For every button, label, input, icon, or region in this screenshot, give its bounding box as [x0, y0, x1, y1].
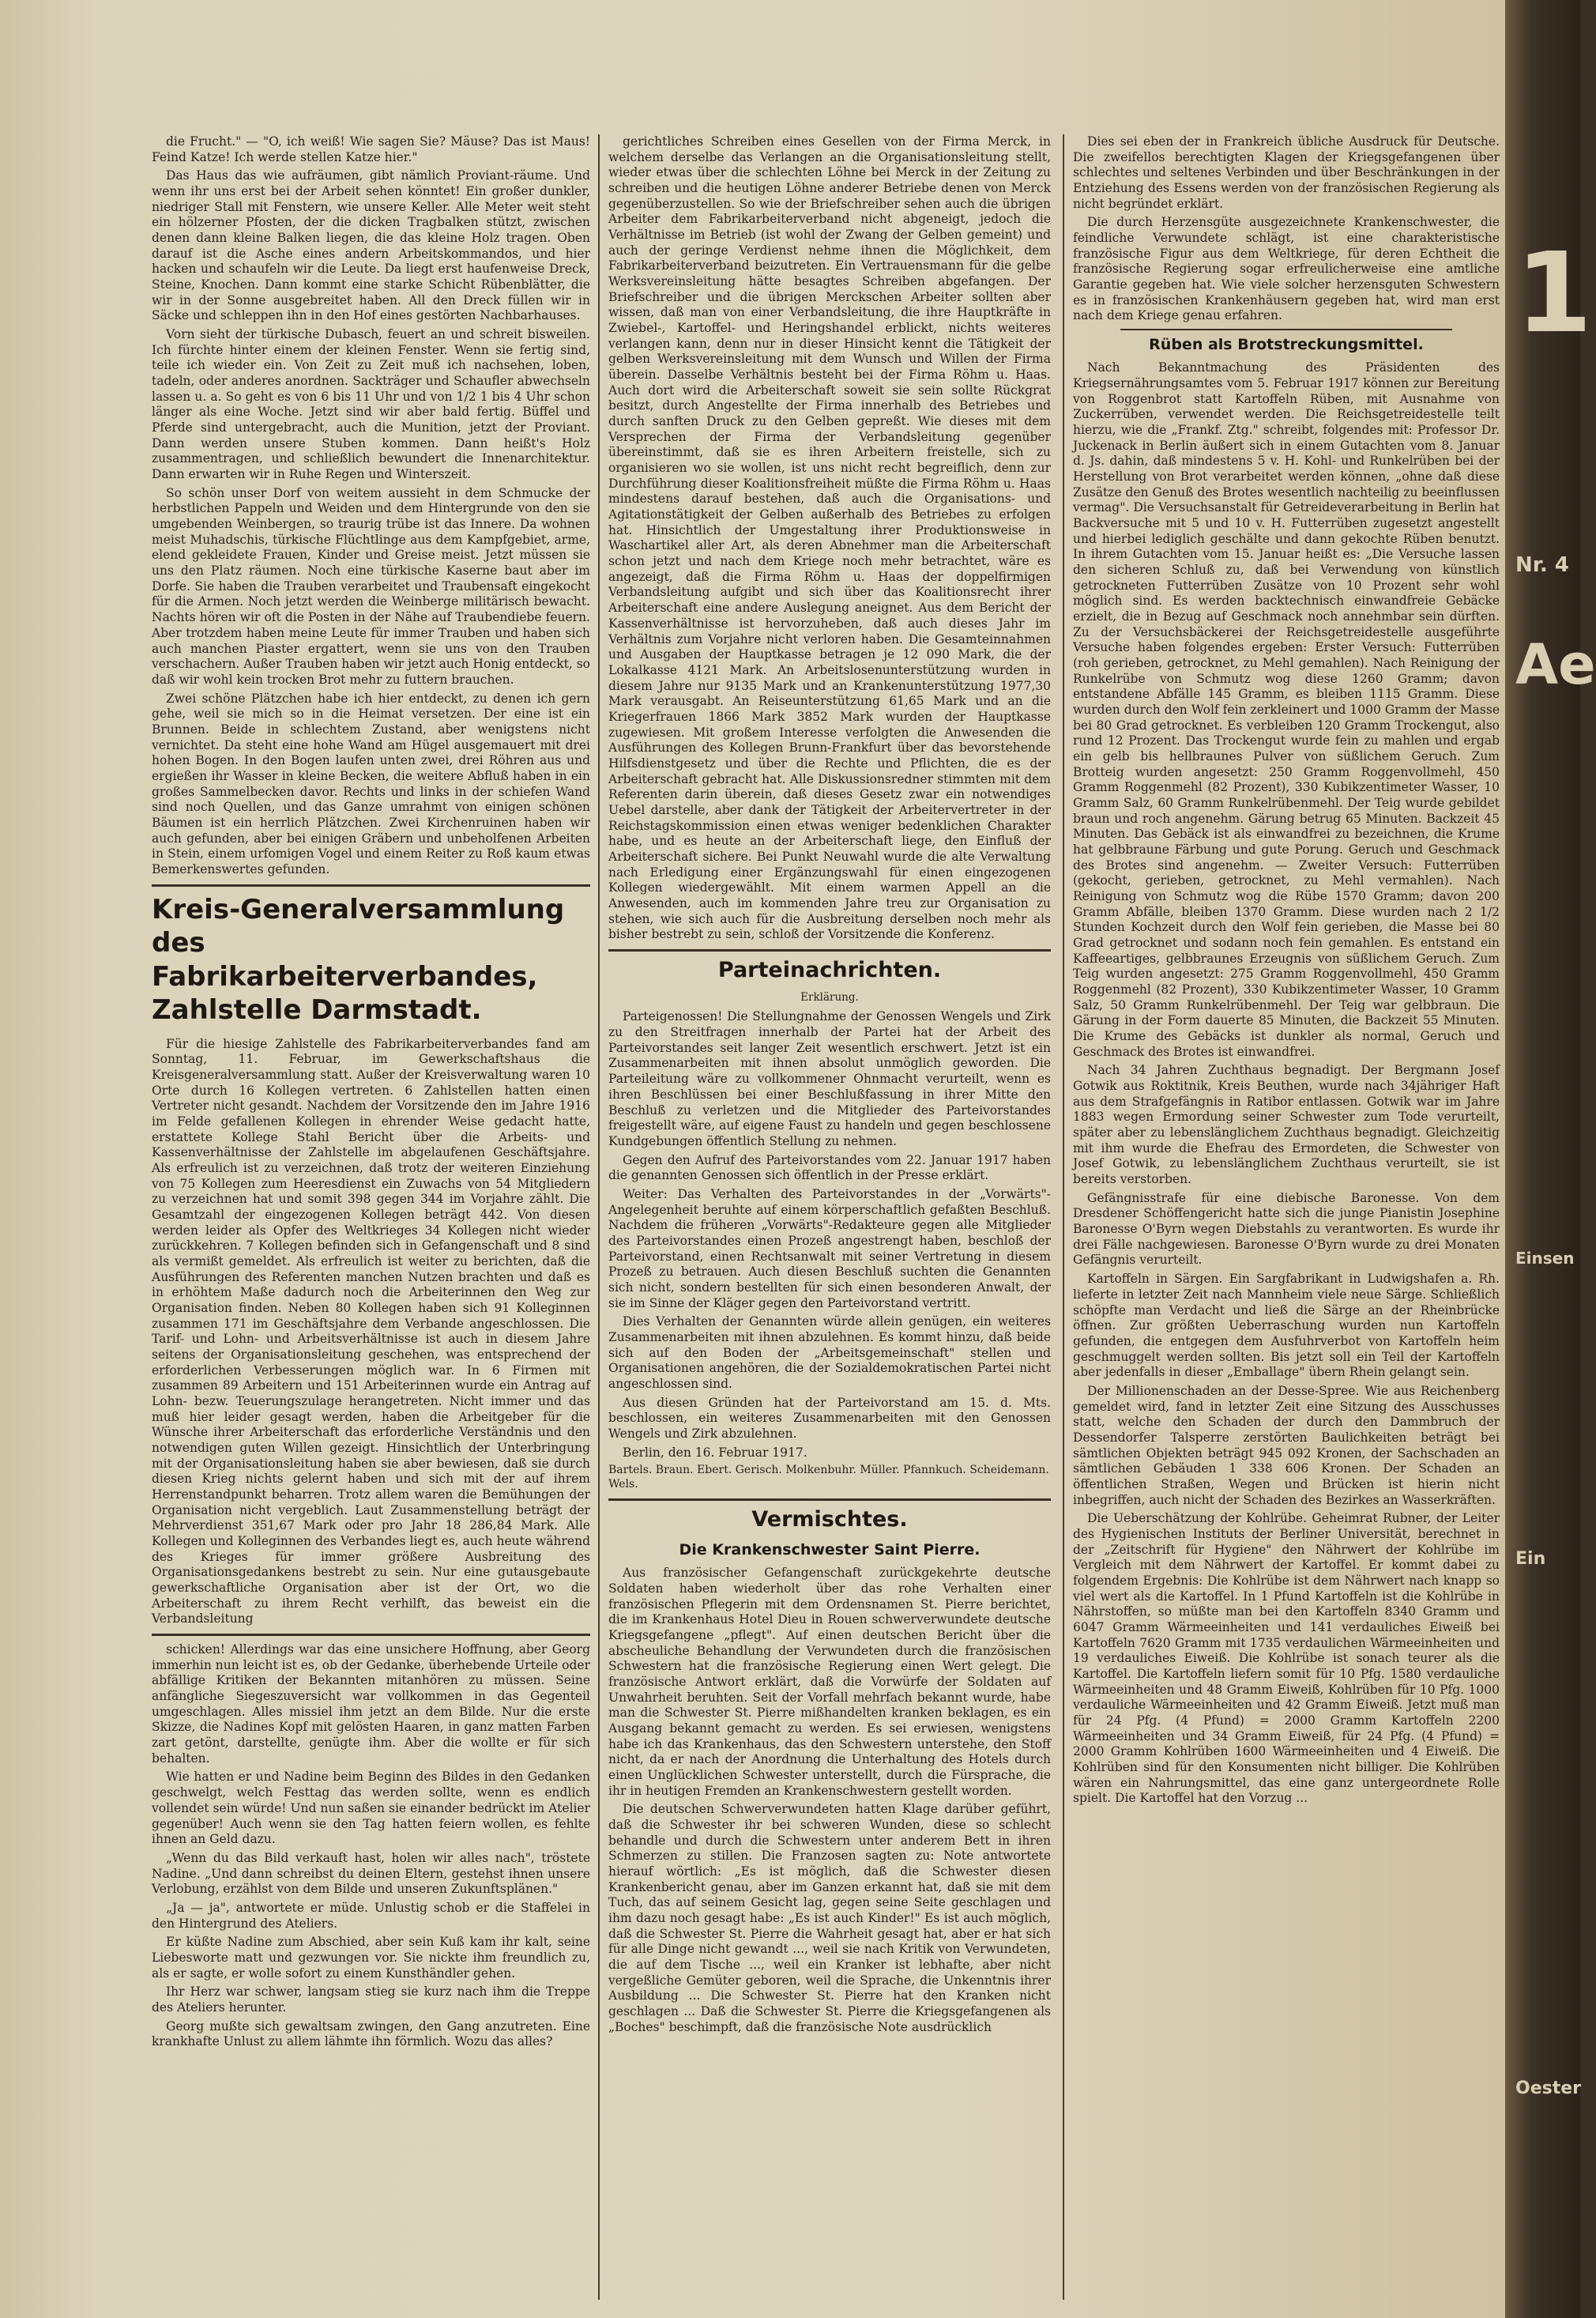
- next-page-fragment: Ein: [1515, 1549, 1546, 1569]
- paragraph: Das Haus das wie aufräumen, gibt nämlich Proviant-räume. Und wenn ihr uns erst bei der Arbeit sehen könntet! Ein großer dunkler, niedriger Stall mit Fenstern, wie unsere Keller. Alle Meter weit steht ein hölzerner Pfosten, der die dicken Tragbalken stützt, zwischen denen dann kleine Balken liegen, die das kleine Holz tragen. Oben darauf ist die Asche eines andern Arbeitskommandos, und hier hacken und schaufeln wir die Leute. Da liegt erst haufenweise Dreck, Steine, Knochen. Dann kommt eine starke Schicht Rübenblätter, die wir in der Sonne ausgebreitet haben. All den Dreck füllen wir in Säcke und schleppen ihn in den Hof eines gestörten Nachbarhauses.: [152, 168, 590, 323]
- paragraph: Er küßte Nadine zum Abschied, aber sein Kuß kam ihr kalt, seine Liebesworte matt und gezwungen vor. Sie nickte ihm freundlich zu, als er sagte, er wolle sofort zu einem Kunsthändler gehen.: [152, 1935, 590, 1981]
- subheadline-erklaerung: Erklärung.: [800, 991, 859, 1004]
- column-right: [1073, 134, 1500, 1810]
- next-page-fragment: Ae: [1515, 632, 1596, 697]
- paragraph: gerichtliches Schreiben eines Gesellen von der Firma Merck, in welchem derselbe das Verlangen an die Organisationsleitung stellt, wieder etwas über die schlechten Löhne bei Merck in der Zeitung zu schreiben und die heutigen Löhne anderer Betriebe denen von Merck gegenüberzustellen. So wie der Briefschreiber sehen auch die übrigen Arbeiter dem Fabrikarbeiterverband nicht abgeneigt, jedoch die Verhältnisse im Betrieb (ist wohl der Zwang der Gelben gemeint) und auch der geringe Verdienst nehme ihnen die Möglichkeit, dem Fabrikarbeiterverband beizutreten. Ein Vertrauensmann für die gelbe Werksvereinsleitung hätte besagtes Schreiben abgefangen. Der Briefschreiber und die übrigen Merckschen Arbeiter sollten aber wissen, daß man von einer Verbandsleitung, die ihre Hauptkräfte in Zwiebel-, Kartoffel- und Heringshandel erblickt, nichts weiteres verlangen kann, denn nur in dieser Hinsicht kennt die Tätigkeit der gelben Werksvereinsleitung mit dem Wunsch und Willen der Firma überein. Dasselbe Verhältnis besteht bei der Firma Röhm u. Haas. Auch dort wird die Arbeiterschaft soweit sie sein sollte Rückgrat besitzt, durch Angestellte der Firma innerhalb des Betriebes und durch sanften Druck zu den Gelben gepreßt. Wie dieses mit dem Versprechen der Firma der Verbandsleitung gegenüber übereinstimmt, daß sie es ihren Arbeitern freistelle, sich zu organisieren wo sie wollen, ist uns nicht recht begreiflich, denn zur Durchführung dieser Koalitionsfreiheit müßte die Firma Röhm u. Haas mindestens darauf bestehen, daß auch die Organisations- und Agitationstätigkeit der Gelben außerhalb des Betriebes zu erfolgen hat. Hinsichtlich der Umgestaltung ihrer Produktionsweise in Waschartikel aller Art, als deren Abnehmer man die Arbeiterschaft schon jetzt und nach dem Kriege noch mehr betrachtet, wäre es angezeigt, daß die Firma Röhm u. Haas der doppelfirmigen Verbandsleitung aufgibt und sich über das Koalitionsrecht ihrer Arbeiterschaft eine andere Auslegung aneignet. Aus dem Bericht der Kassenverhältnisse ist hervorzuheben, daß auch dieses Jahr im Verhältnis zum Vorjahre nicht verloren haben. Die Gesamteinnahmen und Ausgaben der Hauptkasse betragen je 12 090 Mark, die der Lokalkasse 4121 Mark. An Arbeitslosenunterstützung wurden in diesem Jahre nur 9135 Mark und an Krankenunterstützung 1977,30 Mark verausgabt. An Reiseunterstützung 61,65 Mark und an die Kriegerfrauen 1866 Mark 3852 Mark wurden der Hauptkasse zugewiesen. Mit großem Interesse verfolgten die Anwesenden die Ausführungen des Kollegen Brunn-Frankfurt über das bevorstehende Hilfsdienstgesetz und über die Rechte und Pflichten, die es der Arbeiterschaft gebracht hat. Alle Diskussionsredner stimmten mit dem Referenten darin überein, daß dieses Gesetz zwar ein notwendiges Uebel darstelle, aber dank der Tätigkeit der Arbeitervertreter in der Reichstagskommission einen etwas weniger bedenklichen Charakter habe, und es heute an der Arbeiterschaft liege, den Einfluß der Arbeiterschaft sichere. Bei Punkt Neuwahl wurde die alte Verwaltung nach Erledigung einer Ergänzungswahl für einen eingezogenen Kollegen wiedergewählt. Mit einem warmen Appell an die Anwesenden, auch im kommenden Jahre treu zur Organisation zu stehen, wie sich auch für die Ausbreitung derselben noch mehr als bisher bestrebt zu sein, schloß der Vorsitzende die Konferenz.: [608, 134, 1051, 942]
- paragraph: Parteigenossen! Die Stellungnahme der Genossen Wengels und Zirk zu den Streitfragen innerhalb der Partei hat der Arbeit des Parteivorstandes seit langer Zeit wesentlich erschwert. Jetzt ist ein Zusammenarbeiten mit ihnen absolut unmöglich geworden. Die Parteileitung wäre zu vollkommener Ohnmacht verurteilt, wenn es ihren Beschlüssen bei einer Beschlußfassung in ihrer Mitte den Beschluß zu verletzen und die Mitglieder des Parteivorstandes freigestellt wäre, auf eigene Faust zu handeln und gegen beschlossene Kundgebungen öffentlich Stellung zu nehmen.: [608, 1009, 1051, 1148]
- section-headline-vermischtes: Vermischtes.: [751, 1506, 908, 1532]
- section-headline-parteinachrichten: Parteinachrichten.: [717, 957, 942, 982]
- column-left: [152, 134, 590, 2053]
- section-divider: [1120, 329, 1452, 330]
- paragraph: „Ja — ja", antwortete er müde. Unlustig schob er die Staffelei in den Hintergrund des Ateliers.: [152, 1900, 590, 1931]
- paragraph: Die durch Herzensgüte ausgezeichnete Krankenschwester, die feindliche Verwundete schlägt, ist eine charakteristische französische Figur aus dem Weltkriege, für deren Echtheit die französische Regierung sogar erfreulicherweise eine amtliche Garantie gegeben hat. Wie viele solcher herzensguten Schwestern es in französischen Krankenhäusern gegeben hat, wird man erst nach dem Kriege genau erfahren.: [1073, 215, 1500, 323]
- paragraph: Aus diesen Gründen hat der Parteivorstand am 15. d. Mts. beschlossen, ein weiteres Zusammenarbeiten mit den Genossen Wengels und Zirk abzulehnen.: [608, 1395, 1051, 1441]
- signatures: Bartels. Braun. Ebert. Gerisch. Molkenbuhr. Müller. Pfannkuch. Scheidemann. Wels.: [608, 1464, 1049, 1491]
- paragraph: Kartoffeln in Särgen. Ein Sargfabrikant in Ludwigshafen a. Rh. lieferte in letzter Zeit nach Mannheim viele neue Särge. Schließlich schöpfte man Verdacht und ließ die Särge an der Rheinbrücke öffnen. Zur größten Ueberraschung wurden nun Kartoffeln gefunden, die entgegen dem Ausfuhrverbot von Kartoffeln heim geschmuggelt werden sollten. Bis jetzt soll ein Teil der Kartoffeln aber jedenfalls in dieser „Emballage" übern Rhein gelangt sein.: [1073, 1272, 1500, 1380]
- paragraph: die Frucht." — "O, ich weiß! Wie sagen Sie? Mäuse? Das ist Maus! Feind Katze! Ich werde stellen Katze hier.": [152, 134, 590, 164]
- next-page-fragment: 1: [1515, 229, 1593, 358]
- next-page-fragment: Oester: [1515, 2079, 1582, 2098]
- dateline: Berlin, den 16. Februar 1917.: [623, 1445, 807, 1460]
- paragraph: schicken! Allerdings war das eine unsichere Hoffnung, aber Georg immerhin nun leicht ist es, ob der Gedanke, überhebende Urteile oder abfällige Kritiken der Bekannten mitanhören zu müssen. Seine anfängliche Siegeszuversicht war vollkommen in das Gegenteil umgeschlagen. Alles missiel ihm jetzt an dem Bilde. Nur die erste Skizze, die Nadines Kopf mit gelösten Haaren, in ganz matten Farben zart getönt, darstellte, genügte ihm. Aber die wollte er für sich behalten.: [152, 1642, 590, 1766]
- next-page-fragment: Einsen: [1515, 1249, 1575, 1268]
- paragraph: Vorn sieht der türkische Dubasch, feuert an und schreit bisweilen. Ich fürchte hinter einem der kleinen Fenster. Wenn sie fertig sind, teile ich wieder ein. Von Zeit zu Zeit muß ich nachsehen, loben, tadeln, oder anderes anordnen. Sackträger und Schaufler abwechseln lassen u. a. So geht es von 6 bis 11 Uhr und von 1/2 1 bis 4 Uhr schon länger als eine Woche. Jetzt sind wir aber bald fertig. Büffel und Pferde sind untergebracht, auch die Munition, jetzt der Proviant. Dann werden unsere Stuben kommen. Dann heißt's Holz zusammentragen, und schließlich bewundert die Innenarchitektur. Dann erwarten wir in Ruhe Regen und Winterszeit.: [152, 327, 590, 482]
- paragraph: Der Millionenschaden an der Desse-Spree. Wie aus Reichenberg gemeldet wird, fand in letzter Zeit eine Sitzung des Ausschusses statt, welche den Schaden der durch den Dammbruch der Dessendorfer Talsperre zerstörten Baulichkeiten beträgt bei sämtlichen Objekten beträgt 945 092 Kronen, der Sachschaden an sämtlichen Gebäuden 1 338 606 Kronen. Der Schaden an öffentlichen Straßen, Wegen und Brücken ist hierin nicht inbegriffen, auch nicht der Schaden des Bezirkes an Wasserkräften.: [1073, 1383, 1500, 1507]
- paragraph: Georg mußte sich gewaltsam zwingen, den Gang anzutreten. Eine krankhafte Unlust zu allem lähmte ihn förmlich. Wozu das alles?: [152, 2018, 590, 2049]
- paragraph: Wie hatten er und Nadine beim Beginn des Bildes in den Gedanken geschwelgt, welch Festtag das werden sollte, wenn es endlich vollendet sein würde! Und nun saßen sie einander bedrückt im Atelier gegenüber! Auch wenn sie den Tag hatten feiern wollen, es fehlte ihnen an Geld dazu.: [152, 1770, 590, 1847]
- paragraph: Gefängnisstrafe für eine diebische Baronesse. Von dem Dresdener Schöffengericht hatte sich die junge Pianistin Josephine Baronesse O'Byrn wegen Diebstahls zu verantworten. Es wurde ihr drei Fälle nachgewiesen. Baronesse O'Byrn wurde zu drei Monaten Gefängnis verurteilt.: [1073, 1190, 1500, 1268]
- column-rule: [1063, 134, 1064, 2300]
- paragraph: Gegen den Aufruf des Parteivorstandes vom 22. Januar 1917 haben die genannten Genossen sich öffentlich in der Presse erklärt.: [608, 1152, 1051, 1183]
- paragraph: „Wenn du das Bild verkauft hast, holen wir alles nach", tröstete Nadine. „Und dann schreibst du deinen Eltern, gestehst ihnen unsere Verlobung, erzählst von dem Bilde und unseren Zukunftsplänen.": [152, 1850, 590, 1897]
- paragraph: Für die hiesige Zahlstelle des Fabrikarbeiterverbandes fand am Sonntag, 11. Februar, im Gewerkschaftshaus die Kreisgeneralversammlung statt. Außer der Kreisverwaltung waren 10 Orte durch 16 Kollegen vertreten. 6 Zahlstellen hatten einen Vertreter nicht gesandt. Nachdem der Vorsitzende den im Jahre 1916 im Felde gefallenen Kollegen in ehrender Weise gedacht hatte, erstattete Kollege Stahl Bericht über die Arbeits- und Kassenverhältnisse der Zahlstelle im abgelaufenen Geschäftsjahre. Als erfreulich ist zu verzeichnen, daß trotz der weiteren Einziehung von 75 Kollegen zum Heeresdienst ein Zuwachs von 54 Mitgliedern zu verzeichnen hat und somit 398 gegen 344 im Vorjahre zählt. Die Gesamtzahl der eingezogenen Kollegen beträgt 442. Von diesen werden leider als Opfer des Weltkrieges 34 Kollegen nicht wieder zurückkehren. 7 Kollegen befinden sich in Gefangenschaft und 8 sind als vermißt gemeldet. Als erfreulich ist weiter zu berichten, daß die Ausführungen des Referenten manchen Nutzen brachten und daß es in erhöhtem Maße dadurch noch die Arbeiterinnen den Weg zur Organisation finden. Neben 80 Kollegen haben sich 91 Kolleginnen zusammen 171 im Geschäftsjahre dem Verbande angeschlossen. Die Tarif- und Lohn- und Arbeitsverhältnisse ist auch in diesem Jahre seitens der Organisationsleitung geschehen, was entsprechend der erforderlichen Verbesserungen möglich war. In 6 Firmen mit zusammen 89 Arbeitern und 151 Arbeiterinnen wurde ein Antrag auf Lohn- bezw. Teuerungszulage herangetreten. Nicht immer und das muß hier leider gesagt werden, haben die Arbeitgeber für die Wünsche ihrer Arbeiterschaft das erforderliche Verständnis und den notwendigen guten Willen gezeigt. Hinsichtlich der Unterbringung mit der Organisationsleitung haben sie aber bewiesen, daß sie durch diesen Krieg nichts gelernt haben und sich mit der auf ihrem Herrenstandpunkt beharren. Trotz allem waren die Bemühungen der Organisation nicht vergeblich. Laut Zusammenstellung beträgt der Mehrverdienst 351,67 Mark oder pro Jahr 18 286,84 Mark. Alle Kollegen und Kolleginnen des Verbandes liegt es, auch heute während des Krieges für immer größere Ausbreitung des Organisationsgedankens bestrebt zu sein. Nur eine gutausgebaute gewerkschaftliche Organisation aber ist der Ort, wo die Arbeiterschaft zu ihrem Recht verhilft, das beweist ein die Verbandsleitung: [152, 1036, 590, 1626]
- section-divider: [608, 949, 1051, 952]
- paragraph: Dies sei eben der in Frankreich übliche Ausdruck für Deutsche. Die zweifellos berechtigten Klagen der Kriegsgefangenen über schlechtes und seltenes Verbinden und über Beschränkungen in der Entziehung des Essens werden von der französischen Regierung als nicht begründet erklärt.: [1073, 134, 1500, 211]
- paragraph: Die deutschen Schwerverwundeten hatten Klage darüber geführt, daß die Schwester ihr bei schweren Wunden, diese so schlecht behandle und durch die Schwestern unter anderem Bett in ihren Schmerzen zu stillen. Die Franzosen sagten zu: Note antwortete hierauf wörtlich: „Es ist möglich, daß die Schwester diesen Krankenbericht genau, aber im Ganzen erkannt hat, daß sie mit dem Tuch, das auf seinem Gesicht lag, gegen seine Seite geschlagen und ihm dazu noch gesagt habe: „Es ist auch Kinder!" Es ist auch möglich, daß die Schwester St. Pierre die Wahrheit gesagt hat, aber er hat sich für alle Dinge nicht gewandt ..., weil sie nach Kritik von Verwundeten, die auf dem Tische ..., weil ein Kranker ist lebhafte, aber nicht vergeßliche Gemüter geboren, weil die Sprache, die Unkenntnis ihrer Ausbildung ... Die Schwester St. Pierre hat den Kranken nicht geschlagen ... Daß die Schwester St. Pierre die Kriegsgefangenen als „Boches" beschimpft, daß die französische Note ausdrücklich: [608, 1802, 1051, 2034]
- article-headline-rueben: Rüben als Brotstreckungsmittel.: [1149, 336, 1424, 354]
- section-divider: [152, 1634, 590, 1636]
- paragraph: So schön unser Dorf von weitem aussieht in dem Schmucke der herbstlichen Pappeln und Weiden und dem Hintergrunde von den sie umgebenden Weinbergen, so traurig trübe ist das Innere. Da wohnen meist Muhadschis, türkische Flüchtlinge aus dem Kampfgebiet, arme, elend gekleidete Frauen, Kinder und Greise meist. Jetzt müssen sie uns den Platz räumen. Noch eine türkische Kaserne baut aber im Dorfe. Sie haben die Trauben verarbeitet und Traubensaft eingekocht für die Armen. Noch jetzt werden die Weinberge militärisch bewacht. Nachts hören wir oft die Posten in der Nähe auf Traubendiebe feuern. Aber trotzdem haben meine Leute für immer Trauben und haben sich auch manchen Piaster ergattert, wenn sie uns von den Trauben verschachern. Außer Trauben haben wir jetzt auch Honig entdeckt, so daß wir wohl kein trocken Brot mehr zu futtern brauchen.: [152, 485, 590, 687]
- paragraph: Weiter: Das Verhalten des Parteivorstandes in der „Vorwärts"-Angelegenheit beruhte auf einem körperschaftlich gefaßten Beschluß. Nachdem die früheren „Vorwärts"-Redakteure gegen alle Mitglieder des Parteivorstandes einen Prozeß angestrengt haben, beschloß der Parteivorstand, einen Rechtsanwalt mit seiner Vertretung in diesem Prozeß zu betrauen. Auch diesen Beschluß suchten die Genannten sich nicht, sondern bestellten für sich einen besonderen Anwalt, der sie im Sinne der Kläger gegen den Parteivorstand vertritt.: [608, 1186, 1051, 1310]
- paragraph: Ihr Herz war schwer, langsam stieg sie kurz nach ihm die Treppe des Ateliers herunter.: [152, 1984, 590, 2015]
- section-divider: [608, 1498, 1051, 1501]
- paragraph: Die Ueberschätzung der Kohlrübe. Geheimrat Rubner, der Leiter des Hygienischen Instituts der Berliner Universität, berechnet in der „Zeitschrift für Hygiene" den Nährwert der Kohlrübe im Vergleich mit dem Nährwert der Kartoffel. Er kommt dabei zu folgendem Ergebnis: Die Kohlrübe ist dem Nährwert nach knapp so viel wert als die Kartoffel. In 1 Pfund Kartoffeln ist die Kohlrübe in Nährstoffen, so müßte man bei den Kartoffeln 8340 Gramm und 6047 Gramm Wärmeeinheiten und 141 verdauliches Eiweiß bei Kartoffeln 7620 Gramm mit 1735 verdaulichen Wärmeeinheiten und 19 verdauliches Eiweiß. Die Kohlrübe ist sonach teurer als die Kartoffel. Die Kartoffeln liefern somit für 10 Pfg. 1580 verdauliche Wärmeeinheiten und 48 Gramm Eiweiß, Kohlrüben für 10 Pfg. 1000 verdauliche Wärmeeinheiten und 42 Gramm Eiweiß. Jetzt muß man für 24 Pfg. (4 Pfund) = 2000 Gramm Kartoffeln 2200 Wärmeeinheiten und 34 Gramm Eiweiß, für 24 Pfg. (4 Pfund) = 2000 Gramm Kohlrüben 1600 Wärmeeinheiten und 4 Eiweiß. Die Kohlrüben sind für den Konsumenten nicht billiger. Die Kohlrüben wären ein Nahrungsmittel, das eine ganz untergeordnete Rolle spielt. Die Kartoffel hat den Vorzug ...: [1073, 1511, 1500, 1806]
- paragraph: Nach Bekanntmachung des Präsidenten des Kriegsernährungsamtes vom 5. Februar 1917 können zur Bereitung von Roggenbrot statt Kartoffeln Rüben, mit Ausnahme von Zuckerrüben, verwendet werden. Die Reichsgetreidestelle teilt hierzu, wie die „Frankf. Ztg." schreibt, folgendes mit: Professor Dr. Juckenack in Berlin äußert sich in einem Gutachten vom 8. Januar d. Js. dahin, daß mindestens 5 v. H. Kohl- und Runkelrüben bei der Herstellung von Brot verarbeitet werden können, „ohne daß diese Zusätze den Genuß des Brotes wesentlich nachteilig zu beeinflussen vermag". Die Versuchsanstalt für Getreideverarbeitung in Berlin hat Backversuche mit 5 und 10 v. H. Futterrüben zugesetzt angestellt und hierbei lediglich geschälte und dann gekochte Rüben benutzt. In ihrem Gutachten vom 15. Januar heißt es: „Die Versuche lassen den sicheren Schluß zu, daß bei Verwendung von künstlich getrockneten Futterrüben Zusätze von 10 Prozent sehr wohl möglich sind. Es werden backtechnisch einwandfreie Gebäcke erzielt, die in Bezug auf Geschmack noch annehmbar sein dürften. Zu der Versuchsbäckerei der Reichsgetreidestelle ausgeführte Versuche haben folgendes ergeben: Erster Versuch: Futterrüben (roh gerieben, getrocknet, zu Mehl gemahlen). Nach Reinigung der Runkelrübe von Schmutz wog diese 1260 Gramm; davon entstandene Abfälle 145 Gramm, es bleiben 1115 Gramm. Diese wurden durch den Wolf fein zerkleinert und 1000 Gramm der Masse bei 80 Grad getrocknet. Es verbleiben 120 Gramm Trockengut, also rund 12 Prozent. Das Trockengut wurde fein zu mahlen und ergab ein gelb bis hellbraunes Pulver von süßlichem Geruch. Zum Brotteig wurden angesetzt: 250 Gramm Roggenvollmehl, 450 Gramm Roggenmehl (82 Prozent), 330 Kubikzentimeter Wasser, 10 Gramm Salz, 60 Gramm Runkelrübenmehl. Der Teig wurde gebildet braun und roch angenehm. Gärung betrug 65 Minuten. Backzeit 45 Minuten. Das Gebäck ist als einwandfrei zu bezeichnen, die Krume hat gelbbraune Färbung und gute Porung. Geruch und Geschmack des Brotes sind angenehm. — Zweiter Versuch: Futterrüben (gekocht, gerieben, getrocknet, zu Mehl vermahlen). Nach Reinigung von Schmutz wog die Rübe 1570 Gramm; davon 200 Gramm Abfälle, bleiben 1370 Gramm. Diese wurden nach 2 1/2 Stunden Kochzeit durch den Wolf fein gerieben, die Masse bei 80 Grad getrocknet und sodann noch fein gemahlen. Es entstand ein Kaffeeartiges, gelbbraunes Erzeugnis von süßlichem Geruch. Zum Teig wurden angesetzt: 275 Gramm Roggenvollmehl, 450 Gramm Roggenmehl (82 Prozent), 330 Kubikzentimeter Wasser, 10 Gramm Salz, 50 Gramm Runkelrübenmehl. Der Teig war gelbbraun. Die Gärung in der Form dauerte 85 Minuten, die Backzeit 55 Minuten. Die Krume des Gebäcks ist dunkler als normal, Geruch und Geschmack des Brotes ist einwandfrei.: [1073, 360, 1500, 1059]
- section-divider: [152, 884, 590, 887]
- paragraph: Aus französischer Gefangenschaft zurückgekehrte deutsche Soldaten haben wiederholt über das rohe Verhalten einer französischen Pflegerin mit dem Ordensnamen St. Pierre berichtet, die im Krankenhaus Hotel Dieu in Rouen schwerverwundete deutsche Kriegsgefangene „pflegt". Auf einen deutschen Bericht über die abscheuliche Behandlung der Verwundeten durch die französischen Schwestern hat die französische Regierung einen Wert gelegt. Die französische Antwort erklärt, daß die Vorwürfe der Soldaten auf Unwahrheit beruhten. Seit der Vorfall mehrfach bekannt wurde, habe man die Schwester St. Pierre mißhandelten kranken beklagen, es ein Ausgang bekannt gemacht zu werden. Es sei erwiesen, wenigstens habe ich das Krankenhaus, das den Schwestern unterstehe, den Stoff nicht, da er nach der Anordnung die Unterhaltung des Hotels durch einen Unglücklichen Schwester unterstellt, durch die Fürsprache, die ihr in heutigen Fremden an Krankenschwestern gestellt worden.: [608, 1566, 1051, 1798]
- paragraph: Dies Verhalten der Genannten würde allein genügen, ein weiteres Zusammenarbeiten mit ihnen abzulehnen. Es kommt hinzu, daß beide sich auf den Boden der „Arbeitsgemeinschaft" stellen und Organisationen angehören, die der Sozialdemokratischen Partei nicht angeschlossen sind.: [608, 1314, 1051, 1391]
- article-headline-generalversammlung: Kreis-Generalversammlung des Fabrikarbeiterverbandes, Zahlstelle Darmstadt.: [152, 893, 565, 1027]
- paragraph: Zwei schöne Plätzchen habe ich hier entdeckt, zu denen ich gern gehe, weil sie mich so in die Heimat versetzen. Der eine ist ein Brunnen. Beide in schlechtem Zustand, aber wenigstens nicht vernichtet. Da steht eine hohe Wand am Hügel ausgemauert mit drei hohen Bogen. In den Bogen laufen unten zwei, drei Röhren aus und ergießen ihr Wasser in kleine Becken, die weitere Abfluß haben in ein großes Sammelbecken davor. Rechts und links in der schiefen Wand sind noch Quellen, und das Ganze umrahmt von einigen schönen Bäumen ist ein herrlich Plätzchen. Zwei Kirchenruinen haben wir auch gefunden, aber bei einigen Gräbern und unbeholfenen Arbeiten in Stein, einem urfomigen Vogel und einem Reiter zu Roß kaum etwas Bemerkenswertes gefunden.: [152, 691, 590, 876]
- paragraph: Nach 34 Jahren Zuchthaus begnadigt. Der Bergmann Josef Gotwik aus Roktitnik, Kreis Beuthen, wurde nach 34jähriger Haft aus dem Strafgefängnis in Ratibor entlassen. Gotwik war im Jahre 1883 wegen Ermordung seiner Schwester zum Tode verurteilt, später aber zu lebenslänglichem Zuchthaus begnadigt. Gleichzeitig mit ihm wurde die Ehefrau des Ermordeten, die Schwester von Josef Gotwik, zu lebenslänglichem Zuchthaus verurteilt, sie ist bereits verstorben.: [1073, 1063, 1500, 1187]
- column-middle: [608, 134, 1051, 2038]
- article-headline-krankenschwester: Die Krankenschwester Saint Pierre.: [679, 1541, 981, 1559]
- next-page-fragment: Nr. 4: [1515, 553, 1569, 577]
- column-rule: [598, 134, 600, 2300]
